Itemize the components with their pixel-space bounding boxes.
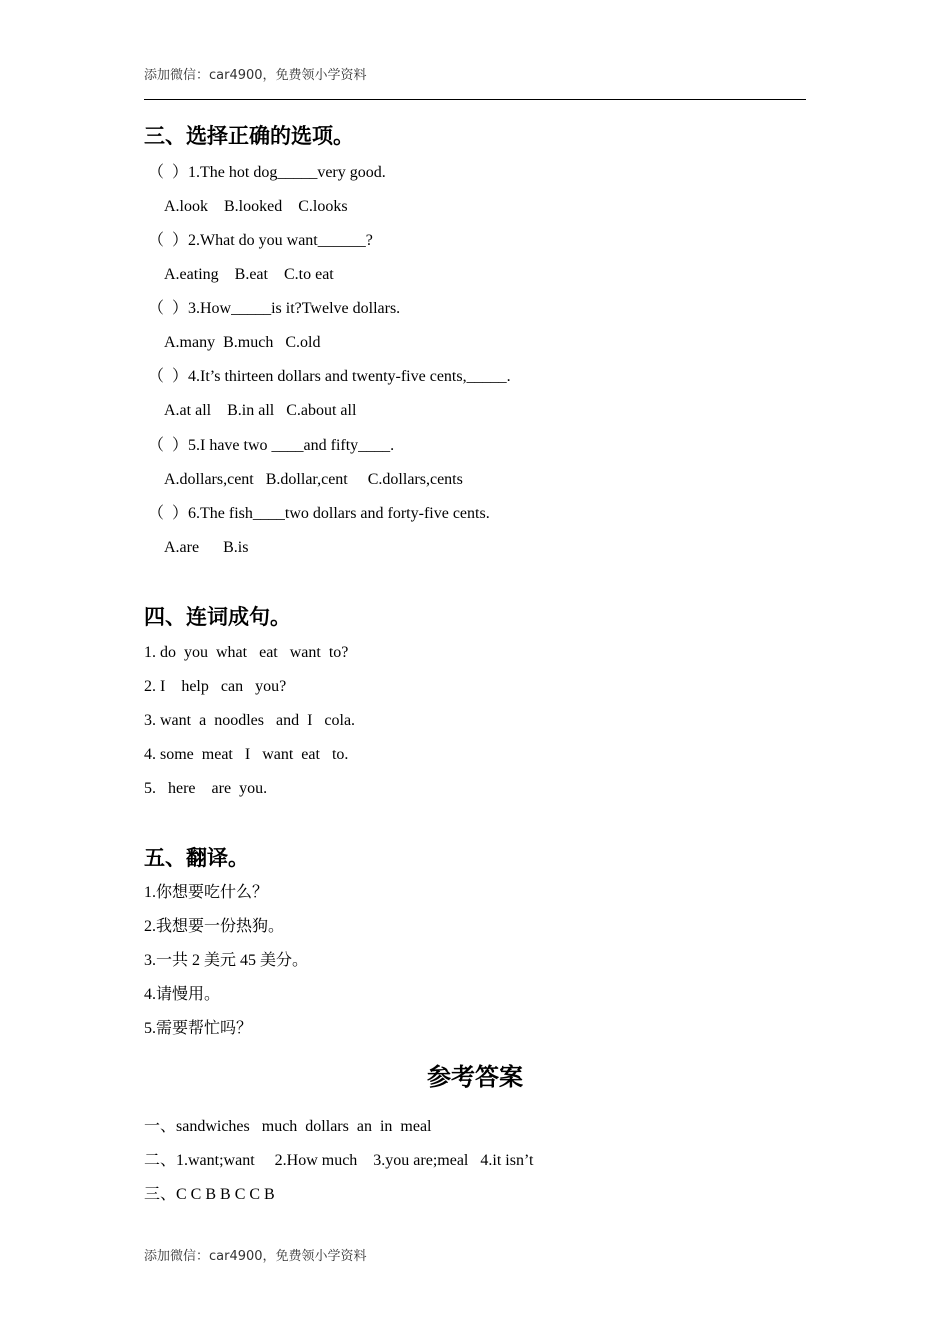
question-1: （ ）1.The hot dog_____very good. <box>148 164 386 181</box>
reorder-item-2: 2. I help can you? <box>144 678 287 695</box>
question-2: （ ）2.What do you want______? <box>148 232 373 249</box>
translate-item-5: 5.需要帮忙吗？ <box>144 1020 253 1037</box>
question-4-options: A.at all B.in all C.about all <box>164 402 357 419</box>
translate-item-3: 3.一共 2 美元 45 美分。 <box>144 952 309 969</box>
question-1-options: A.look B.looked C.looks <box>164 198 348 215</box>
translate-item-4: 4.请慢用。 <box>144 986 221 1003</box>
reorder-item-5: 5. here are you. <box>144 780 268 797</box>
answer-line-3: 三、C C B B C C B <box>144 1186 275 1203</box>
question-5: （ ）5.I have two ____and fifty____. <box>148 437 395 454</box>
question-2-options: A.eating B.eat C.to eat <box>164 266 334 283</box>
reorder-item-1: 1. do you what eat want to? <box>144 644 349 661</box>
answers-title: 参考答案 <box>427 1063 523 1091</box>
question-5-options: A.dollars,cent B.dollar,cent C.dollars,cents <box>164 471 463 488</box>
section3-title: 三、选择正确的选项。 <box>144 124 354 148</box>
section5-title: 五、翻译。 <box>144 846 249 870</box>
question-6: （ ）6.The fish____two dollars and forty-five cents. <box>148 505 490 522</box>
page-footer: 添加微信：car4900，免费领小学资料 <box>144 1249 367 1264</box>
reorder-item-4: 4. some meat I want eat to. <box>144 746 349 763</box>
answer-line-2: 二、1.want;want 2.How much 3.you are;meal 4.it isn’t <box>144 1152 534 1169</box>
translate-item-2: 2.我想要一份热狗。 <box>144 918 285 935</box>
page-header: 添加微信：car4900，免费领小学资料 <box>144 68 367 83</box>
question-6-options: A.are B.is <box>164 539 249 556</box>
question-4: （ ）4.It’s thirteen dollars and twenty-five cents,_____. <box>148 368 511 385</box>
question-3-options: A.many B.much C.old <box>164 334 321 351</box>
answer-line-1: 一、sandwiches much dollars an in meal <box>144 1118 432 1135</box>
header-rule <box>144 99 806 100</box>
question-3: （ ）3.How_____is it?Twelve dollars. <box>148 300 401 317</box>
translate-item-1: 1.你想要吃什么？ <box>144 884 269 901</box>
reorder-item-3: 3. want a noodles and I cola. <box>144 712 356 729</box>
section4-title: 四、连词成句。 <box>144 605 291 629</box>
